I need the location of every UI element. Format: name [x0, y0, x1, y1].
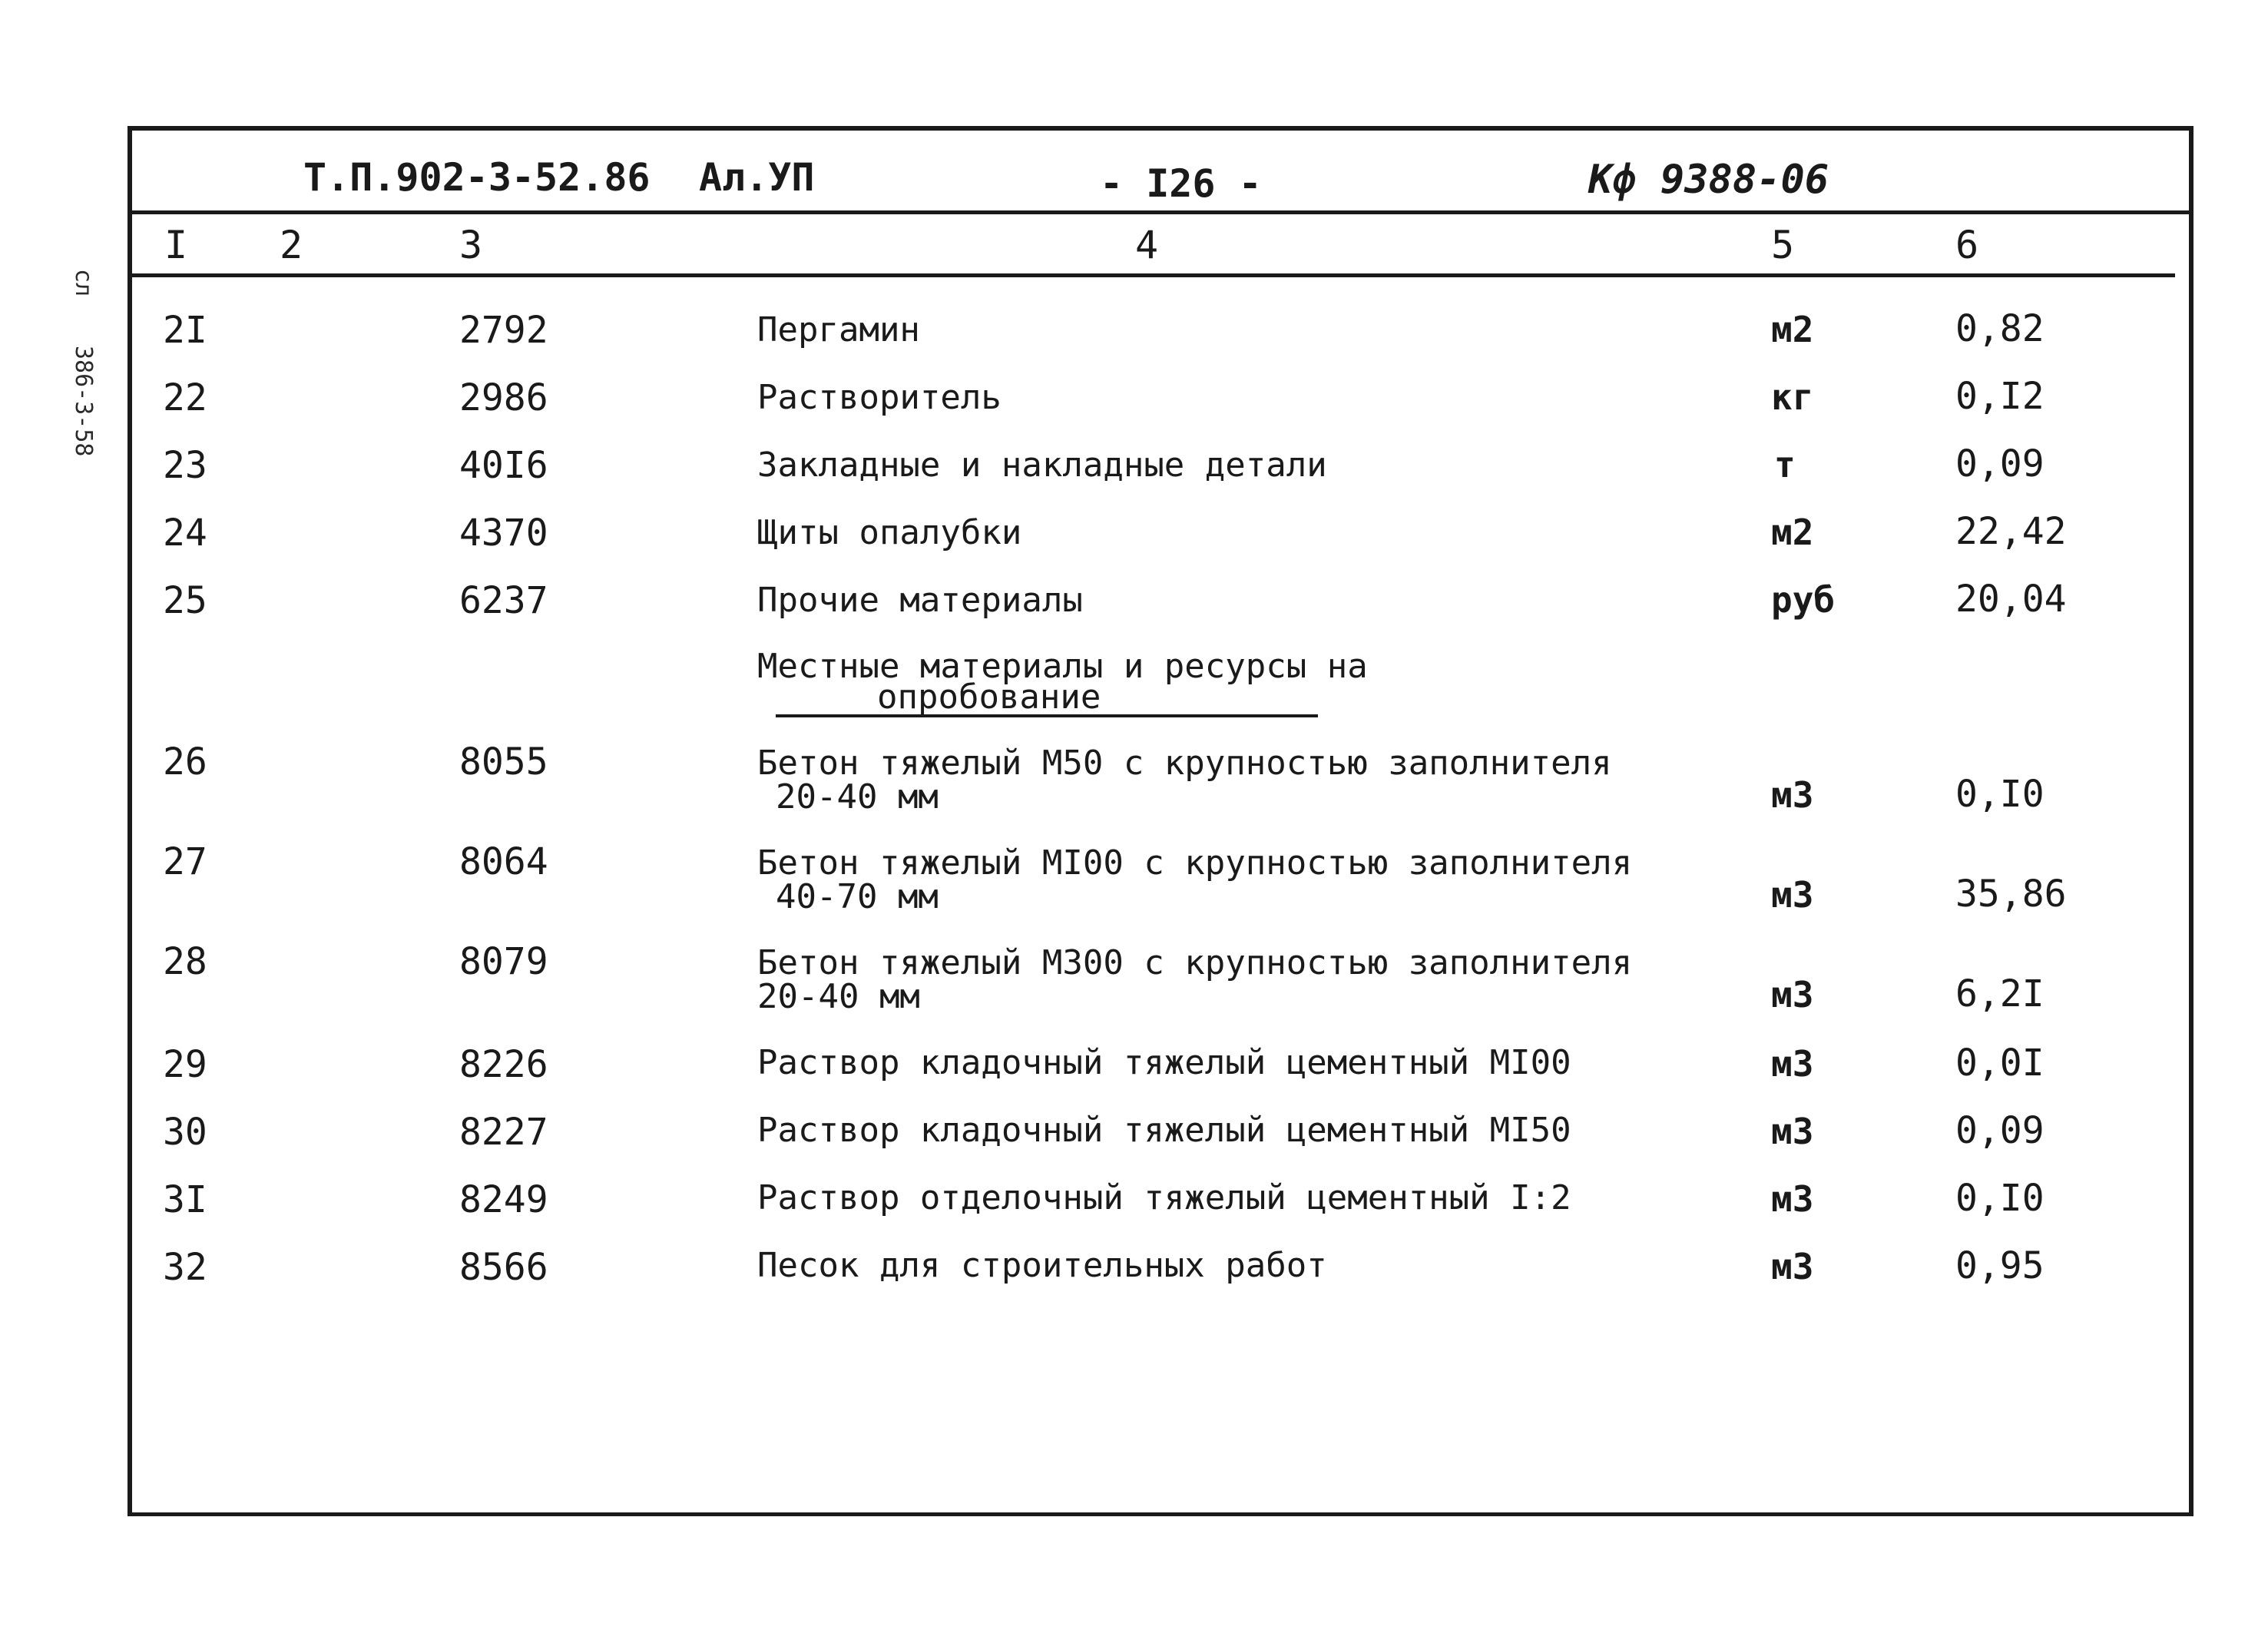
row-number: 30 [163, 1111, 207, 1154]
row-unit: т [1774, 444, 1796, 485]
row-number: 2I [163, 309, 207, 352]
row-code: 4370 [459, 512, 548, 555]
row-code: 40I6 [459, 444, 548, 487]
row-number: 3I [163, 1178, 207, 1221]
section-underline [776, 714, 1318, 717]
section-heading-line2: опробование [877, 677, 1101, 717]
row-name: Бетон тяжелый М50 с крупностью заполнителя [757, 744, 1612, 783]
document-frame [127, 126, 2194, 1516]
row-unit: м3 [1771, 774, 1814, 816]
album-code: Ал.УП [699, 155, 815, 200]
row-code: 8226 [459, 1043, 548, 1086]
row-qty: 0,I0 [1955, 773, 2045, 816]
row-name-line2: 20-40 мм [757, 977, 920, 1016]
row-unit: м2 [1771, 512, 1814, 553]
row-name: Прочие материалы [757, 581, 1083, 620]
row-code: 8064 [459, 840, 548, 883]
row-unit: м3 [1771, 1178, 1814, 1220]
row-qty: 35,86 [1955, 873, 2067, 916]
margin-note-bottom: 386-3-58 [70, 346, 97, 457]
row-qty: 22,42 [1955, 510, 2067, 553]
row-unit: м3 [1771, 1111, 1814, 1152]
row-number: 24 [163, 512, 207, 555]
row-number: 23 [163, 444, 207, 487]
col-header-3: 3 [459, 223, 483, 267]
row-name: Песок для строительных работ [757, 1246, 1327, 1285]
row-qty: 0,I0 [1955, 1177, 2045, 1220]
row-code: 8079 [459, 940, 548, 983]
row-code: 2792 [459, 309, 548, 352]
col-header-2: 2 [280, 223, 303, 267]
row-code: 8227 [459, 1111, 548, 1154]
row-name-line2: 20-40 мм [776, 777, 939, 816]
col-header-1: I [164, 223, 188, 267]
page-number: - I26 - [1100, 161, 1262, 206]
header-divider [132, 210, 2189, 214]
form-code: Кф 9388-06 [1588, 157, 1829, 203]
row-qty: 0,09 [1955, 442, 2045, 485]
row-number: 29 [163, 1043, 207, 1086]
row-qty: 0,09 [1955, 1109, 2045, 1152]
row-name: Пергамин [757, 310, 920, 349]
row-qty: 0,82 [1955, 307, 2045, 350]
row-qty: 6,2I [1955, 972, 2045, 1015]
row-code: 8055 [459, 740, 548, 783]
row-code: 2986 [459, 376, 548, 419]
row-unit: кг [1771, 376, 1814, 418]
row-unit: м3 [1771, 874, 1814, 916]
row-qty: 0,95 [1955, 1244, 2045, 1287]
row-unit: м3 [1771, 974, 1814, 1015]
row-qty: 0,I2 [1955, 375, 2045, 418]
row-qty: 20,04 [1955, 578, 2067, 621]
row-qty: 0,0I [1955, 1042, 2045, 1085]
row-name: Раствор кладочный тяжелый цементный МI50 [757, 1111, 1571, 1150]
col-header-5: 5 [1771, 223, 1795, 267]
col-header-4: 4 [1135, 223, 1159, 267]
row-number: 27 [163, 840, 207, 883]
row-code: 8249 [459, 1178, 548, 1221]
column-header-divider [132, 273, 2175, 277]
row-name: Закладные и накладные детали [757, 446, 1327, 485]
row-name: Раствор отделочный тяжелый цементный I:2 [757, 1178, 1571, 1217]
row-code: 8566 [459, 1246, 548, 1289]
margin-note-top: сл [70, 269, 97, 297]
row-unit: м2 [1771, 309, 1814, 350]
row-unit: руб [1771, 579, 1836, 621]
section-heading: Местные материалы и ресурсы на [757, 647, 1368, 686]
row-name: Раствор кладочный тяжелый цементный МI00 [757, 1043, 1571, 1082]
row-number: 22 [163, 376, 207, 419]
row-name: Бетон тяжелый М300 с крупностью заполнителя [757, 943, 1633, 982]
doc-code: Т.П.902-3-52.86 [303, 155, 651, 200]
row-unit: м3 [1771, 1043, 1814, 1085]
col-header-6: 6 [1955, 223, 1979, 267]
row-name-line2: 40-70 мм [776, 877, 939, 916]
row-unit: м3 [1771, 1246, 1814, 1287]
row-number: 28 [163, 940, 207, 983]
row-name: Растворитель [757, 378, 1002, 417]
row-code: 6237 [459, 579, 548, 622]
row-number: 32 [163, 1246, 207, 1289]
row-name: Щиты опалубки [757, 513, 1022, 552]
row-number: 26 [163, 740, 207, 783]
row-name: Бетон тяжелый МI00 с крупностью заполнителя [757, 843, 1633, 883]
row-number: 25 [163, 579, 207, 622]
